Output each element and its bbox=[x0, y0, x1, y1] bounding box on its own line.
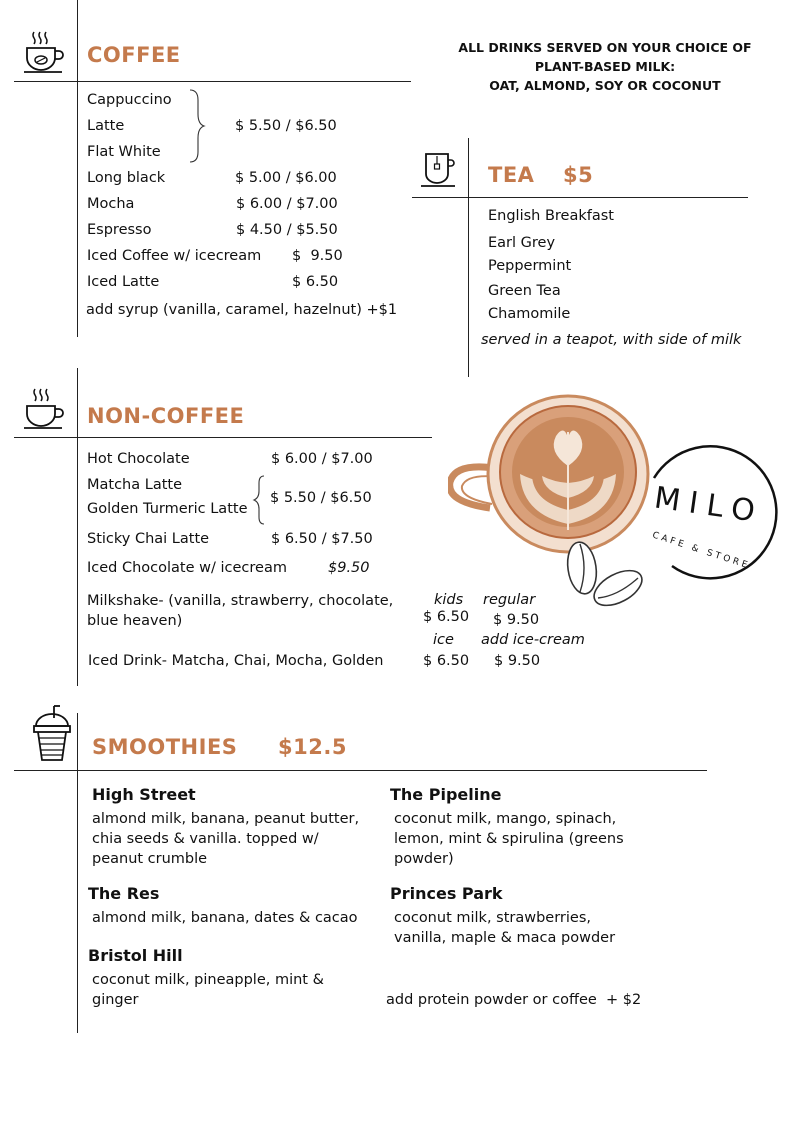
noncoffee-price-hot-chocolate: $ 6.00 / $7.00 bbox=[271, 451, 373, 467]
smoothie-desc-line: coconut milk, strawberries, bbox=[394, 910, 592, 926]
tea-title: TEA bbox=[488, 163, 535, 187]
coffee-price-mocha: $ 6.00 / $7.00 bbox=[236, 196, 338, 212]
coffee-price-iced-coffee: $ 9.50 bbox=[292, 248, 343, 264]
coffee-divider-horizontal bbox=[14, 81, 411, 82]
smoothie-high-street-desc bbox=[92, 809, 359, 869]
coffee-group-brace bbox=[186, 88, 206, 164]
iced-drink-ice-label: ice bbox=[433, 632, 454, 648]
coffee-item-espresso: Espresso bbox=[87, 222, 152, 238]
coffee-syrup-note: add syrup (vanilla, caramel, hazelnut) +$1 bbox=[86, 302, 398, 318]
smoothie-desc-line: almond milk, banana, dates & cacao bbox=[92, 910, 358, 926]
milkshake-kids-label: kids bbox=[434, 592, 464, 608]
smoothies-title: SMOOTHIES bbox=[92, 735, 238, 759]
coffee-item-iced-coffee: Iced Coffee w/ icecream bbox=[87, 248, 262, 264]
smoothie-desc-line: powder) bbox=[394, 851, 454, 867]
coffee-price-long-black: $ 5.00 / $6.00 bbox=[235, 170, 337, 186]
coffee-group-price: $ 5.50 / $6.50 bbox=[235, 118, 337, 134]
tea-cup-icon bbox=[418, 150, 458, 190]
smoothie-addon-note: add protein powder or coffee + $2 bbox=[386, 992, 642, 1008]
milkshake-line2: blue heaven) bbox=[87, 613, 183, 629]
coffee-divider-vertical bbox=[77, 0, 78, 337]
tea-divider-vertical bbox=[468, 138, 469, 377]
smoothie-high-street-name: High Street bbox=[92, 785, 196, 804]
coffee-item-flat-white: Flat White bbox=[87, 144, 161, 160]
noncoffee-divider-horizontal bbox=[14, 437, 432, 438]
tea-item: Earl Grey bbox=[488, 235, 556, 251]
plant-milk-note-line3: OAT, ALMOND, SOY OR COCONUT bbox=[489, 78, 721, 93]
milkshake-line1: Milkshake- (vanilla, strawberry, chocolate, bbox=[87, 593, 394, 609]
tea-item: English Breakfast bbox=[488, 208, 614, 224]
smoothie-pipeline-name: The Pipeline bbox=[390, 785, 502, 804]
tea-note: served in a teapot, with side of milk bbox=[481, 332, 742, 348]
smoothie-the-res-name: The Res bbox=[88, 884, 160, 903]
noncoffee-price-chai: $ 6.50 / $7.50 bbox=[271, 531, 373, 547]
plant-milk-note bbox=[440, 38, 770, 95]
smoothie-cup-icon bbox=[30, 704, 74, 764]
plant-milk-note-line2: PLANT-BASED MILK: bbox=[534, 59, 676, 74]
noncoffee-item-chai: Sticky Chai Latte bbox=[87, 531, 210, 547]
milkshake-regular-label: regular bbox=[483, 592, 536, 608]
iced-drink-icecream-label: add ice-cream bbox=[481, 632, 585, 648]
coffee-item-iced-latte: Iced Latte bbox=[87, 274, 160, 290]
smoothie-desc-line: ginger bbox=[92, 992, 139, 1008]
noncoffee-item-hot-chocolate: Hot Chocolate bbox=[87, 451, 190, 467]
smoothie-desc-line: peanut crumble bbox=[92, 851, 208, 867]
smoothie-desc-line: vanilla, maple & maca powder bbox=[394, 930, 616, 946]
milo-logo-name: MILO bbox=[652, 480, 766, 531]
coffee-cup-icon bbox=[22, 28, 66, 76]
smoothie-princes-park-name: Princes Park bbox=[390, 884, 503, 903]
noncoffee-divider-vertical bbox=[77, 368, 78, 686]
noncoffee-group-brace bbox=[252, 474, 268, 526]
tea-price: $5 bbox=[563, 163, 594, 187]
noncoffee-price-iced-chocolate: $9.50 bbox=[328, 560, 370, 576]
tea-divider-horizontal bbox=[412, 197, 748, 198]
noncoffee-item-turmeric: Golden Turmeric Latte bbox=[87, 501, 248, 517]
milkshake-regular-price: $ 9.50 bbox=[493, 612, 540, 628]
coffee-item-mocha: Mocha bbox=[87, 196, 135, 212]
hot-cup-icon bbox=[22, 386, 66, 432]
coffee-item-long-black: Long black bbox=[87, 170, 166, 186]
smoothies-price: $12.5 bbox=[278, 735, 347, 759]
coffee-item-cappuccino: Cappuccino bbox=[87, 92, 172, 108]
noncoffee-item-matcha: Matcha Latte bbox=[87, 477, 182, 493]
smoothies-divider-vertical bbox=[77, 713, 78, 1033]
tea-item: Peppermint bbox=[488, 258, 572, 274]
smoothie-bristol-hill-desc bbox=[92, 970, 324, 1010]
noncoffee-item-iced-chocolate: Iced Chocolate w/ icecream bbox=[87, 560, 287, 576]
smoothie-bristol-hill-name: Bristol Hill bbox=[88, 946, 183, 965]
milkshake-kids-price: $ 6.50 bbox=[423, 609, 470, 625]
smoothie-desc-line: almond milk, banana, peanut butter, bbox=[92, 811, 360, 827]
iced-drink-icecream-price: $ 9.50 bbox=[494, 653, 541, 669]
tea-item: Green Tea bbox=[488, 283, 561, 299]
iced-drink-name: Iced Drink- Matcha, Chai, Mocha, Golden bbox=[88, 653, 384, 669]
smoothies-divider-horizontal bbox=[14, 770, 707, 771]
smoothie-desc-line: lemon, mint & spirulina (greens bbox=[394, 831, 624, 847]
noncoffee-title: NON-COFFEE bbox=[87, 404, 245, 428]
smoothie-the-res-desc bbox=[92, 908, 358, 928]
coffee-price-espresso: $ 4.50 / $5.50 bbox=[236, 222, 338, 238]
plant-milk-note-line1: ALL DRINKS SERVED ON YOUR CHOICE OF bbox=[458, 40, 752, 55]
smoothie-desc-line: coconut milk, mango, spinach, bbox=[394, 811, 617, 827]
coffee-price-iced-latte: $ 6.50 bbox=[292, 274, 339, 290]
milo-logo-tagline: CAFE & STORE bbox=[650, 530, 752, 572]
smoothie-desc-line: chia seeds & vanilla. topped w/ bbox=[92, 831, 319, 847]
iced-drink-ice-price: $ 6.50 bbox=[423, 653, 470, 669]
smoothie-desc-line: coconut milk, pineapple, mint & bbox=[92, 972, 324, 988]
coffee-title: COFFEE bbox=[87, 43, 181, 67]
noncoffee-group-price: $ 5.50 / $6.50 bbox=[270, 490, 372, 506]
latte-art-illustration bbox=[448, 392, 654, 614]
smoothie-pipeline-desc bbox=[394, 809, 624, 869]
coffee-item-latte: Latte bbox=[87, 118, 125, 134]
tea-item: Chamomile bbox=[488, 306, 571, 322]
smoothie-princes-park-desc bbox=[394, 908, 615, 948]
